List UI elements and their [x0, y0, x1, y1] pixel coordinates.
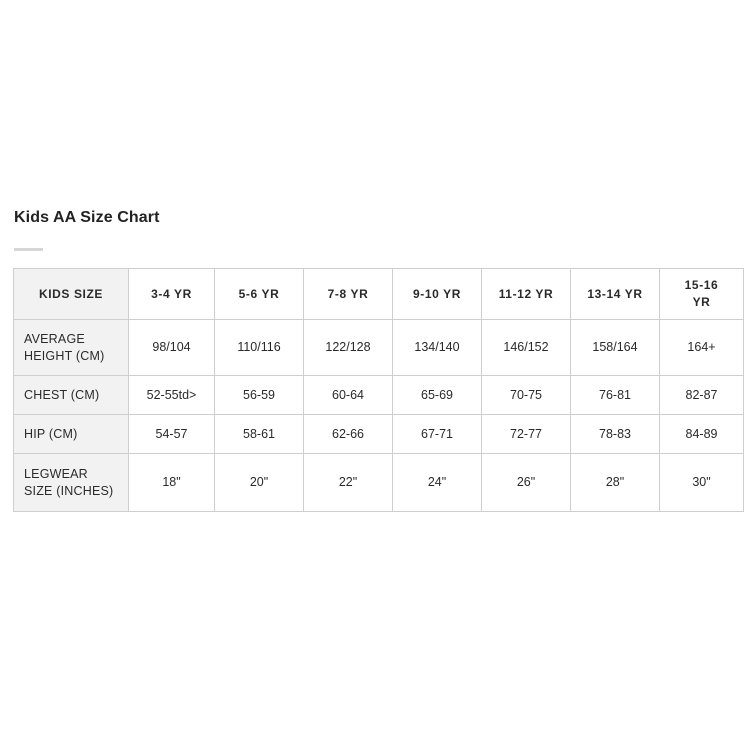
header-label: 7-8 YR	[327, 286, 369, 301]
table-cell: 158/164	[571, 320, 660, 376]
title-underline	[14, 248, 43, 251]
table-cell: 58-61	[215, 415, 304, 454]
table-row-average-height	[14, 320, 744, 376]
table-cell: 164+	[660, 320, 744, 376]
header-cell-3-4-yr	[129, 269, 215, 320]
table-cell: 30"	[660, 454, 744, 512]
header-label-line2: YR	[692, 295, 711, 309]
table-cell: 22"	[304, 454, 393, 512]
table-cell: 24"	[393, 454, 482, 512]
size-chart-table	[13, 268, 744, 512]
table-cell: 56-59	[215, 376, 304, 415]
row-label-line1: LEGWEAR	[24, 466, 88, 481]
table-cell: 67-71	[393, 415, 482, 454]
table-cell: 98/104	[129, 320, 215, 376]
table-row-chest	[14, 376, 744, 415]
row-label-average-height	[14, 320, 129, 376]
table-cell: 76-81	[571, 376, 660, 415]
header-label: 11-12 YR	[498, 286, 554, 301]
table-cell: 62-66	[304, 415, 393, 454]
header-label: 3-4 YR	[151, 286, 192, 301]
table-cell: 82-87	[660, 376, 744, 415]
row-label-line1: AVERAGE	[24, 331, 85, 346]
row-label-line2: SIZE (INCHES)	[24, 483, 114, 498]
row-label-line2: HEIGHT (CM)	[24, 348, 105, 363]
table-cell: 146/152	[482, 320, 571, 376]
table-cell: 65-69	[393, 376, 482, 415]
table-cell: 72-77	[482, 415, 571, 454]
table-cell: 52-55td>	[129, 376, 215, 415]
row-label-chest	[14, 376, 129, 415]
header-label: 15-16	[684, 278, 719, 292]
header-cell-9-10-yr	[393, 269, 482, 320]
table-row-legwear-size	[14, 454, 744, 512]
table-cell: 70-75	[482, 376, 571, 415]
table-cell: 78-83	[571, 415, 660, 454]
table-cell: 60-64	[304, 376, 393, 415]
table-cell: 26"	[482, 454, 571, 512]
page-title: Kids AA Size Chart	[14, 209, 160, 226]
table-cell: 54-57	[129, 415, 215, 454]
header-label: 5-6 YR	[238, 286, 280, 301]
header-cell-15-16-yr	[660, 269, 744, 320]
header-cell-11-12-yr	[482, 269, 571, 320]
header-cell-kids-size: KIDS SIZE	[14, 269, 129, 320]
row-label-line1: HIP (CM)	[24, 426, 78, 441]
header-label: 9-10 YR	[412, 286, 461, 301]
table-cell: 110/116	[215, 320, 304, 376]
header-cell-5-6-yr	[215, 269, 304, 320]
row-label-line1: CHEST (CM)	[24, 387, 100, 402]
table-cell: 28"	[571, 454, 660, 512]
table-cell: 122/128	[304, 320, 393, 376]
table-cell: 18"	[129, 454, 215, 512]
header-label: 13-14 YR	[587, 286, 643, 301]
table-cell: 134/140	[393, 320, 482, 376]
header-cell-7-8-yr	[304, 269, 393, 320]
header-cell-13-14-yr	[571, 269, 660, 320]
table-row-hip	[14, 415, 744, 454]
table-cell: 20"	[215, 454, 304, 512]
table-cell: 84-89	[660, 415, 744, 454]
row-label-legwear-size	[14, 454, 129, 512]
row-label-hip	[14, 415, 129, 454]
table-header-row	[14, 269, 744, 320]
